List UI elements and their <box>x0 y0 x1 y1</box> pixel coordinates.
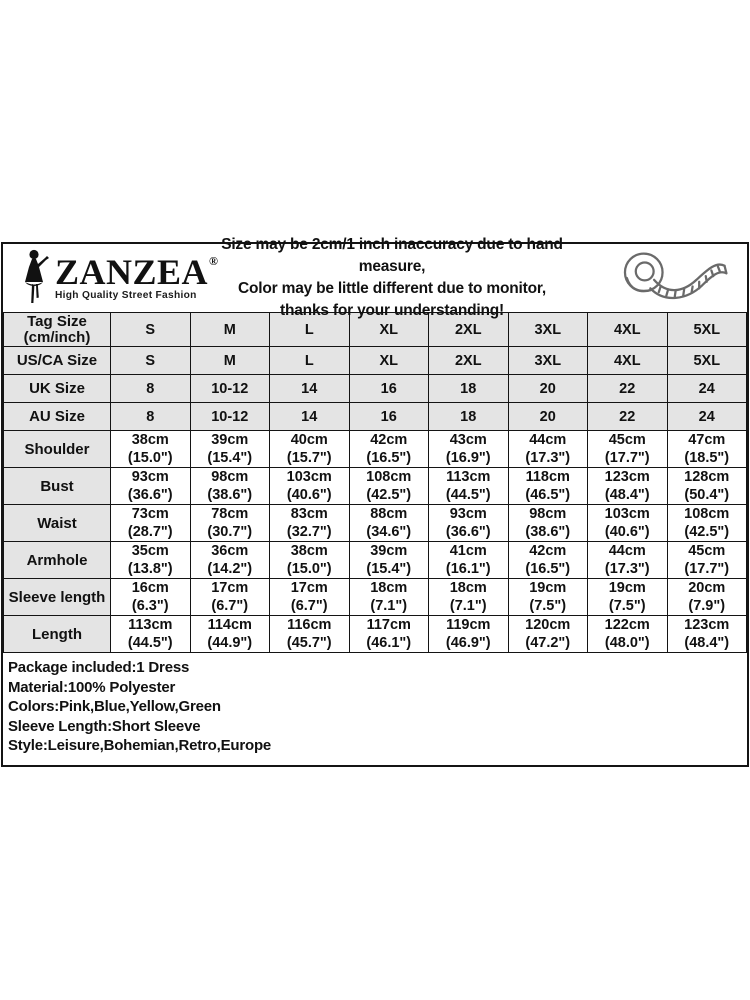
cell-value-inches: (17.7") <box>684 561 730 577</box>
cell-value: 39cm <box>370 543 408 559</box>
cell-value-inches: (17.3") <box>604 561 650 577</box>
cell-value: 44cm <box>608 543 646 559</box>
cell-value: 43cm <box>449 432 487 448</box>
size-cell <box>190 431 270 468</box>
cell-value-inches: (44.9") <box>207 635 253 651</box>
cell-value: S <box>145 352 156 369</box>
cell-value: 10-12 <box>211 408 249 425</box>
size-cell <box>588 468 668 505</box>
cell-value-inches: (30.7") <box>207 524 253 540</box>
cell-value: 123cm <box>684 617 730 633</box>
row-label-uk-size <box>4 375 111 403</box>
cell-value-inches: (47.2") <box>525 635 571 651</box>
cell-value: 4XL <box>613 352 641 369</box>
cell-value-inches: (36.6") <box>445 524 491 540</box>
cell-value: 20 <box>539 380 556 397</box>
cell-value: 16 <box>380 408 397 425</box>
product-info-sleeve-length: Sleeve Length:Short Sleeve <box>8 717 201 735</box>
cell-value-inches: (15.7") <box>286 450 332 466</box>
size-cell <box>111 347 191 375</box>
notice-line-3: thanks for your understanding! <box>280 302 504 319</box>
cell-value-inches: (38.6") <box>525 524 571 540</box>
size-cell <box>429 403 509 431</box>
size-cell <box>111 403 191 431</box>
cell-value: 41cm <box>449 543 487 559</box>
cell-value-inches: (48.4") <box>604 487 650 503</box>
cell-value: 19cm <box>608 580 646 596</box>
cell-value: 17cm <box>211 580 249 596</box>
cell-value: 8 <box>146 380 155 397</box>
row-label-shoulder <box>4 431 111 468</box>
cell-value: 114cm <box>207 617 252 633</box>
size-cell <box>190 403 270 431</box>
cell-value: S <box>145 321 156 338</box>
size-cell <box>349 431 429 468</box>
size-cell <box>429 579 509 616</box>
size-cell <box>667 347 747 375</box>
cell-value-inches: (7.5") <box>529 598 567 614</box>
notice-line-1: Size may be 2cm/1 inch inaccuracy due to hand measure, <box>221 236 563 275</box>
cell-value: 108cm <box>366 469 412 485</box>
cell-value: 122cm <box>604 617 650 633</box>
size-cell <box>429 542 509 579</box>
cell-value-inches: (6.7") <box>290 598 328 614</box>
row-label-au-size <box>4 403 111 431</box>
cell-value: 120cm <box>525 617 571 633</box>
size-cell <box>349 468 429 505</box>
size-cell <box>508 579 588 616</box>
cell-value-inches: (16.9") <box>445 450 491 466</box>
cell-value: 113cm <box>446 469 491 485</box>
cell-value: 116cm <box>287 617 332 633</box>
cell-value: 14 <box>301 408 318 425</box>
cell-value: 38cm <box>131 432 169 448</box>
cell-value-inches: (15.4") <box>366 561 412 577</box>
product-info-package: Package included:1 Dress <box>8 659 190 676</box>
product-info-material: Material:100% Polyester <box>8 678 176 696</box>
cell-value: 113cm <box>128 617 173 633</box>
table-row-sleeve-length <box>4 579 747 616</box>
cell-value: 36cm <box>211 543 249 559</box>
size-cell <box>429 347 509 375</box>
size-cell <box>111 505 191 542</box>
size-cell <box>667 375 747 403</box>
product-info-style: Style:Leisure,Bohemian,Retro,Europe <box>8 737 272 754</box>
size-cell <box>588 616 668 653</box>
cell-value-inches: (44.5") <box>445 487 491 503</box>
size-cell <box>667 468 747 505</box>
size-cell <box>508 468 588 505</box>
cell-value-inches: (16.5") <box>525 561 571 577</box>
cell-value: 98cm <box>529 506 567 522</box>
size-cell <box>111 542 191 579</box>
cell-value: 35cm <box>131 543 169 559</box>
size-cell <box>667 505 747 542</box>
cell-value: L <box>304 352 314 369</box>
size-cell <box>667 579 747 616</box>
header-band <box>3 236 747 319</box>
product-info <box>3 653 747 765</box>
size-cell <box>190 347 270 375</box>
notice-line-2: Color may be little different due to monitor, <box>238 280 546 297</box>
cell-value: 108cm <box>684 506 730 522</box>
cell-value: 17cm <box>290 580 328 596</box>
table-row-uk-size <box>4 375 747 403</box>
size-cell <box>508 403 588 431</box>
cell-value-inches: (16.5") <box>366 450 412 466</box>
row-label-subtext: (cm/inch) <box>23 328 91 346</box>
cell-value-inches: (17.7") <box>604 450 650 466</box>
tape-measure-icon <box>595 247 747 309</box>
cell-value: 42cm <box>529 543 567 559</box>
cell-value: 119cm <box>446 617 491 633</box>
cell-value-inches: (46.5") <box>525 487 571 503</box>
registered-mark: ® <box>209 253 218 268</box>
size-cell <box>508 616 588 653</box>
cell-value: 40cm <box>290 432 328 448</box>
cell-value: 39cm <box>211 432 249 448</box>
cell-value: 3XL <box>534 321 562 338</box>
row-label-text: Tag Size <box>27 312 87 330</box>
size-cell <box>111 313 191 347</box>
size-cell <box>111 468 191 505</box>
cell-value: 18cm <box>449 580 487 596</box>
size-cell <box>667 542 747 579</box>
size-cell <box>270 616 350 653</box>
size-cell <box>190 616 270 653</box>
cell-value-inches: (32.7") <box>286 524 332 540</box>
size-cell <box>349 375 429 403</box>
cell-value: 19cm <box>529 580 567 596</box>
row-label-text: Length <box>32 625 82 643</box>
row-label-us-ca-size <box>4 347 111 375</box>
cell-value-inches: (7.1") <box>370 598 408 614</box>
cell-value: 47cm <box>688 432 726 448</box>
row-label-waist <box>4 505 111 542</box>
size-cell <box>190 468 270 505</box>
cell-value: 98cm <box>211 469 249 485</box>
size-cell <box>429 505 509 542</box>
size-cell <box>349 616 429 653</box>
size-cell <box>270 468 350 505</box>
row-label-text: Bust <box>40 477 74 495</box>
cell-value-inches: (48.0") <box>604 635 650 651</box>
brand-name: ZANZEA <box>55 251 209 292</box>
size-cell <box>190 542 270 579</box>
cell-value: 93cm <box>131 469 169 485</box>
row-label-sleeve-length <box>4 579 111 616</box>
cell-value-inches: (15.0") <box>127 450 173 466</box>
cell-value-inches: (40.6") <box>286 487 332 503</box>
cell-value: 117cm <box>366 617 411 633</box>
row-label-length <box>4 616 111 653</box>
size-cell <box>190 505 270 542</box>
size-cell <box>190 579 270 616</box>
measure-notice <box>189 234 595 322</box>
cell-value-inches: (13.8") <box>127 561 173 577</box>
cell-value-inches: (42.5") <box>366 487 412 503</box>
size-cell <box>270 431 350 468</box>
cell-value: 83cm <box>290 506 328 522</box>
cell-value: 10-12 <box>211 380 249 397</box>
cell-value: 88cm <box>370 506 408 522</box>
cell-value-inches: (7.9") <box>688 598 726 614</box>
cell-value: 18 <box>460 408 477 425</box>
size-cell <box>429 431 509 468</box>
cell-value: 44cm <box>529 432 567 448</box>
size-cell <box>429 616 509 653</box>
table-row-armhole <box>4 542 747 579</box>
row-label-text: US/CA Size <box>16 352 98 369</box>
size-cell <box>349 403 429 431</box>
size-cell <box>508 542 588 579</box>
size-cell <box>270 579 350 616</box>
row-label-tag-size <box>4 313 111 347</box>
cell-value: 8 <box>146 408 155 425</box>
size-cell <box>111 375 191 403</box>
cell-value: 42cm <box>370 432 408 448</box>
cell-value-inches: (36.6") <box>127 487 173 503</box>
table-row-au-size <box>4 403 747 431</box>
cell-value: 73cm <box>131 506 169 522</box>
cell-value: 2XL <box>454 321 482 338</box>
cell-value-inches: (38.6") <box>207 487 253 503</box>
size-cell <box>588 347 668 375</box>
size-cell <box>349 542 429 579</box>
cell-value: XL <box>379 321 399 338</box>
cell-value: 128cm <box>684 469 730 485</box>
cell-value: 5XL <box>693 352 721 369</box>
size-table <box>3 312 747 653</box>
cell-value: 38cm <box>290 543 328 559</box>
size-cell <box>508 505 588 542</box>
cell-value: 123cm <box>604 469 650 485</box>
cell-value-inches: (7.1") <box>449 598 487 614</box>
size-cell <box>588 579 668 616</box>
size-cell <box>588 403 668 431</box>
cell-value: 14 <box>301 380 318 397</box>
size-cell <box>588 313 668 347</box>
cell-value-inches: (40.6") <box>604 524 650 540</box>
cell-value-inches: (46.9") <box>445 635 491 651</box>
cell-value-inches: (15.0") <box>286 561 332 577</box>
brand-tagline: High Quality Street Fashion <box>55 289 197 301</box>
size-cell <box>190 375 270 403</box>
cell-value: M <box>223 352 236 369</box>
brand-logo <box>3 249 218 307</box>
cell-value: 22 <box>619 380 636 397</box>
row-label-text: AU Size <box>29 408 85 425</box>
size-cell <box>667 616 747 653</box>
cell-value: 24 <box>698 380 715 397</box>
cell-value: XL <box>379 352 399 369</box>
cell-value-inches: (34.6") <box>366 524 412 540</box>
table-row-waist <box>4 505 747 542</box>
size-cell <box>588 431 668 468</box>
cell-value-inches: (16.1") <box>445 561 491 577</box>
cell-value: 18 <box>460 380 477 397</box>
size-cell <box>667 313 747 347</box>
cell-value: 45cm <box>608 432 646 448</box>
cell-value: M <box>223 321 236 338</box>
cell-value-inches: (28.7") <box>127 524 173 540</box>
cell-value: 103cm <box>286 469 332 485</box>
cell-value: 24 <box>698 408 715 425</box>
cell-value-inches: (44.5") <box>127 635 173 651</box>
cell-value: L <box>304 321 314 338</box>
size-cell <box>270 347 350 375</box>
cell-value-inches: (50.4") <box>684 487 730 503</box>
table-row-bust <box>4 468 747 505</box>
cell-value: 16 <box>380 380 397 397</box>
row-label-armhole <box>4 542 111 579</box>
product-info-colors: Colors:Pink,Blue,Yellow,Green <box>8 698 221 715</box>
cell-value: 93cm <box>449 506 487 522</box>
table-row-shoulder <box>4 431 747 468</box>
cell-value: 118cm <box>525 469 570 485</box>
row-label-bust <box>4 468 111 505</box>
cell-value-inches: (45.7") <box>286 635 332 651</box>
size-cell <box>349 579 429 616</box>
cell-value: 20 <box>539 408 556 425</box>
cell-value-inches: (17.3") <box>525 450 571 466</box>
size-cell <box>349 505 429 542</box>
row-label-text: Sleeve length <box>8 588 106 606</box>
size-cell <box>588 375 668 403</box>
size-cell <box>111 431 191 468</box>
cell-value: 22 <box>619 408 636 425</box>
size-cell <box>111 616 191 653</box>
size-cell <box>429 468 509 505</box>
cell-value-inches: (42.5") <box>684 524 730 540</box>
size-cell <box>508 347 588 375</box>
size-cell <box>588 542 668 579</box>
size-chart-content <box>1 236 749 767</box>
cell-value-inches: (6.7") <box>211 598 249 614</box>
row-label-text: Shoulder <box>24 440 90 458</box>
table-row-us-ca-size <box>4 347 747 375</box>
cell-value: 78cm <box>211 506 249 522</box>
cell-value: 2XL <box>454 352 482 369</box>
cell-value: 3XL <box>534 352 562 369</box>
row-label-text: UK Size <box>29 380 85 397</box>
cell-value-inches: (6.3") <box>131 598 169 614</box>
row-label-text: Waist <box>37 514 77 532</box>
size-cell <box>270 403 350 431</box>
size-cell <box>270 375 350 403</box>
cell-value: 16cm <box>131 580 169 596</box>
cell-value-inches: (46.1") <box>366 635 412 651</box>
size-cell <box>270 542 350 579</box>
cell-value-inches: (14.2") <box>207 561 253 577</box>
cell-value: 103cm <box>604 506 650 522</box>
cell-value-inches: (48.4") <box>684 635 730 651</box>
size-cell <box>667 431 747 468</box>
cell-value: 5XL <box>693 321 721 338</box>
woman-silhouette-icon <box>19 249 53 307</box>
cell-value-inches: (15.4") <box>207 450 253 466</box>
cell-value: 20cm <box>688 580 726 596</box>
cell-value-inches: (7.5") <box>608 598 646 614</box>
cell-value: 45cm <box>688 543 726 559</box>
cell-value: 4XL <box>613 321 641 338</box>
size-cell <box>508 431 588 468</box>
size-cell <box>429 375 509 403</box>
size-cell <box>588 505 668 542</box>
size-cell <box>508 375 588 403</box>
size-cell <box>667 403 747 431</box>
cell-value: 18cm <box>370 580 408 596</box>
row-label-text: Armhole <box>26 551 88 569</box>
size-cell <box>111 579 191 616</box>
size-cell <box>270 505 350 542</box>
table-row-length <box>4 616 747 653</box>
size-cell <box>349 347 429 375</box>
cell-value-inches: (18.5") <box>684 450 730 466</box>
